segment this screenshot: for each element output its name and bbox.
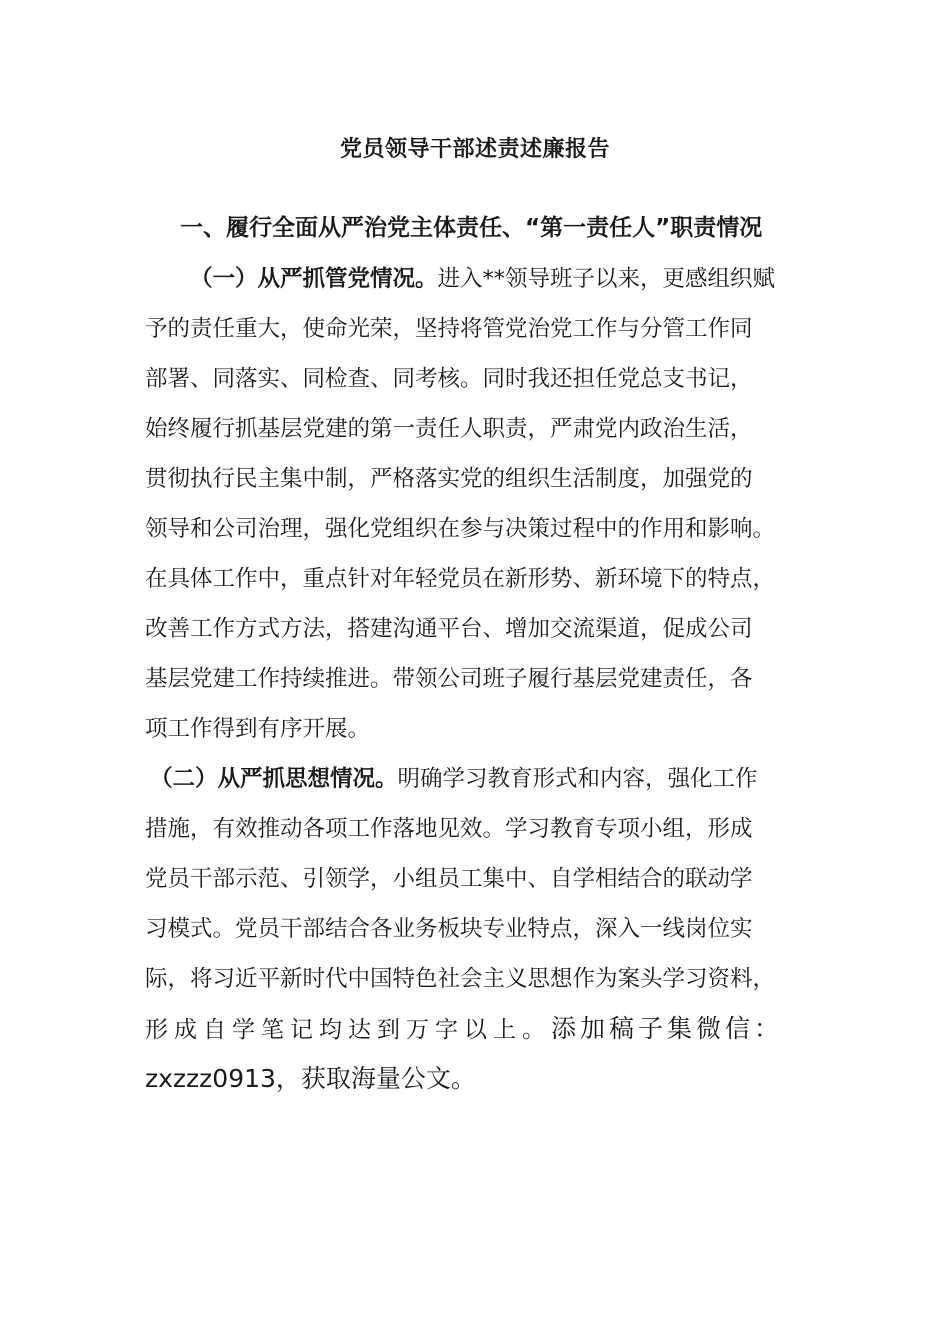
para2-line <box>145 1012 783 1047</box>
para2-line <box>150 762 758 796</box>
para1-line: 基层党建工作持续推进。带领公司班子履行基层党建责任，各 <box>145 666 753 692</box>
section-heading: 一、履行全面从严治党主体责任、“第一责任人”职责情况 <box>180 215 763 241</box>
para2-tail-a: 形成自学笔记均达到万字以上。 <box>145 1017 551 1043</box>
para2-line: 党员干部示范、引领学，小组员工集中、自学相结合的联动学 <box>145 866 753 892</box>
para1-label: （一）从严抓管党情况。 <box>190 266 438 292</box>
para2-tail-b: 添加稿子集微信： <box>551 1014 784 1043</box>
para1-line: 始终履行抓基层党建的第一责任人职责，严肃党内政治生活， <box>145 416 753 442</box>
para1-line: 改善工作方式方法，搭建沟通平台、增加交流渠道，促成公司 <box>145 616 753 642</box>
para2-line: 措施，有效推动各项工作落地见效。学习教育专项小组，形成 <box>145 816 753 842</box>
para2-text: 明确学习教育形式和内容，强化工作 <box>397 766 758 792</box>
para1-line: 贯彻执行民主集中制，严格落实党的组织生活制度，加强党的 <box>145 466 753 492</box>
para2-line: 际，将习近平新时代中国特色社会主义思想作为案头学习资料， <box>145 966 776 992</box>
para1-line: 予的责任重大，使命光荣，坚持将管党治党工作与分管工作同 <box>145 316 753 342</box>
para1-line <box>190 262 775 296</box>
para1-line: 领导和公司治理，强化党组织在参与决策过程中的作用和影响。 <box>145 516 776 542</box>
para2-line: zxzzz0913，获取海量公文。 <box>145 1064 476 1093</box>
para1-line: 在具体工作中，重点针对年轻党员在新形势、新环境下的特点， <box>145 566 776 592</box>
para2-line: 习模式。党员干部结合各业务板块专业特点，深入一线岗位实 <box>145 916 753 942</box>
para2-label: （二）从严抓思想情况。 <box>150 766 398 792</box>
para1-line: 项工作得到有序开展。 <box>145 716 371 742</box>
para1-text: 进入**领导班子以来，更感组织赋 <box>437 266 776 292</box>
para1-line: 部署、同落实、同检查、同考核。同时我还担任党总支书记， <box>145 366 753 392</box>
document-title: 党员领导干部述责述廉报告 <box>339 137 610 162</box>
